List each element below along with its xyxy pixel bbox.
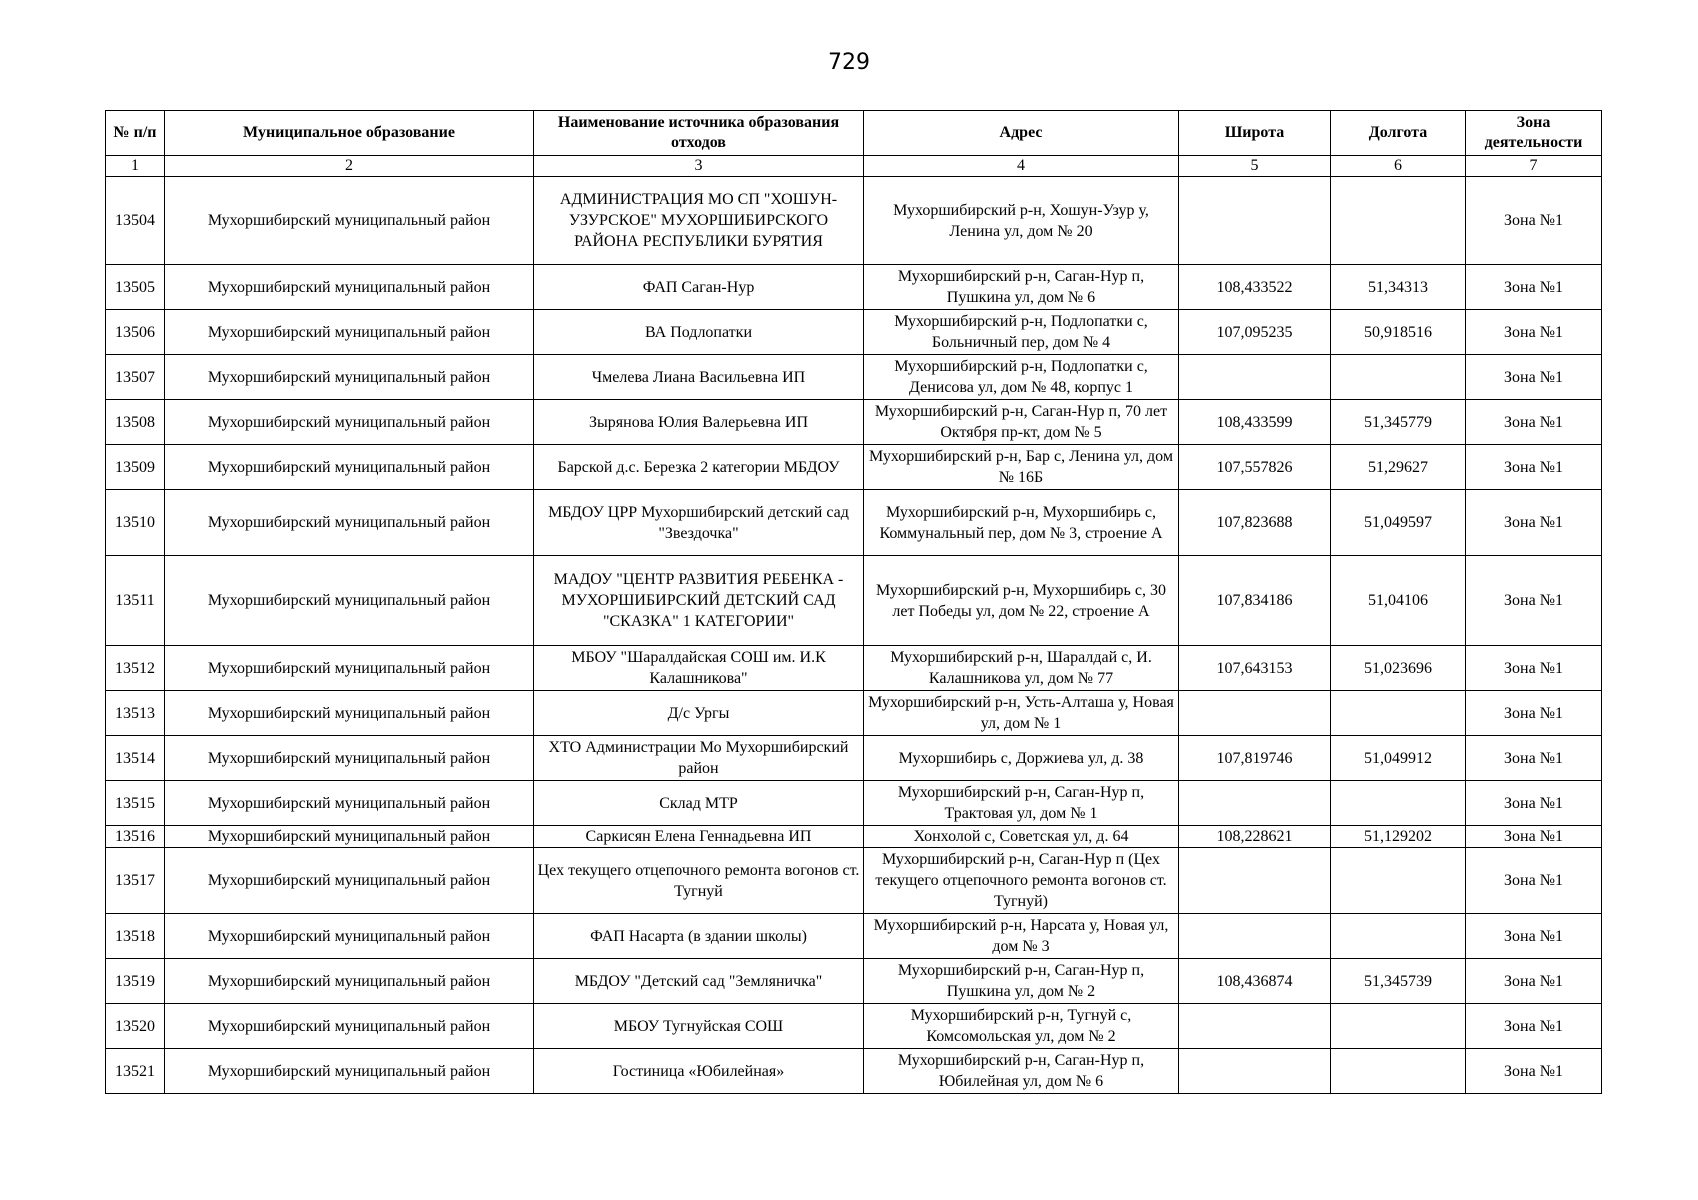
municipality-cell: Мухоршибирский муниципальный район [165, 265, 534, 310]
municipality-cell: Мухоршибирский муниципальный район [165, 177, 534, 265]
table-header-row [106, 111, 1602, 156]
zone-cell: Зона №1 [1466, 848, 1602, 914]
zone-cell: Зона №1 [1466, 310, 1602, 355]
municipality-cell: Мухоршибирский муниципальный район [165, 1004, 534, 1049]
latitude-cell: 107,557826 [1179, 445, 1331, 490]
header-cell: Наименование источника образования отходов [534, 111, 864, 156]
municipality-cell: Мухоршибирский муниципальный район [165, 556, 534, 646]
source-cell: Цех текущего отцепочного ремонта вогонов ст. Тугнуй [534, 848, 864, 914]
header-cell: Муниципальное образование [165, 111, 534, 156]
address-cell: Мухоршибирский р-н, Усть-Алташа у, Новая ул, дом № 1 [864, 691, 1179, 736]
row-number: 13509 [106, 445, 165, 490]
municipality-cell: Мухоршибирский муниципальный район [165, 310, 534, 355]
latitude-cell: 107,819746 [1179, 736, 1331, 781]
header-cell: Широта [1179, 111, 1331, 156]
latitude-cell: 107,643153 [1179, 646, 1331, 691]
zone-cell: Зона №1 [1466, 177, 1602, 265]
table-row [106, 310, 1602, 355]
source-cell: Гостиница «Юбилейная» [534, 1049, 864, 1094]
source-cell: Барской д.с. Березка 2 категории МБДОУ [534, 445, 864, 490]
column-number: 3 [534, 156, 864, 177]
latitude-cell: 107,834186 [1179, 556, 1331, 646]
table-row [106, 781, 1602, 826]
longitude-cell: 51,29627 [1331, 445, 1466, 490]
address-cell: Мухоршибирский р-н, Саган-Нур п (Цех текущего отцепочного ремонта вогонов ст. Тугнуй) [864, 848, 1179, 914]
table-row [106, 355, 1602, 400]
latitude-cell: 108,228621 [1179, 826, 1331, 848]
table-row [106, 959, 1602, 1004]
source-cell: Склад МТР [534, 781, 864, 826]
latitude-cell [1179, 1049, 1331, 1094]
table-row [106, 914, 1602, 959]
source-cell: МАДОУ "ЦЕНТР РАЗВИТИЯ РЕБЕНКА - МУХОРШИБИРСКИЙ ДЕТСКИЙ САД "СКАЗКА" 1 КАТЕГОРИИ" [534, 556, 864, 646]
longitude-cell [1331, 355, 1466, 400]
latitude-cell: 107,823688 [1179, 490, 1331, 556]
row-number: 13517 [106, 848, 165, 914]
column-number: 5 [1179, 156, 1331, 177]
longitude-cell: 51,023696 [1331, 646, 1466, 691]
row-number: 13511 [106, 556, 165, 646]
zone-cell: Зона №1 [1466, 646, 1602, 691]
longitude-cell: 51,049912 [1331, 736, 1466, 781]
row-number: 13518 [106, 914, 165, 959]
source-cell: МБДОУ "Детский сад "Земляничка" [534, 959, 864, 1004]
zone-cell: Зона №1 [1466, 1004, 1602, 1049]
source-cell: ФАП Насарта (в здании школы) [534, 914, 864, 959]
municipality-cell: Мухоршибирский муниципальный район [165, 914, 534, 959]
row-number: 13521 [106, 1049, 165, 1094]
row-number: 13515 [106, 781, 165, 826]
longitude-cell [1331, 1004, 1466, 1049]
column-number: 2 [165, 156, 534, 177]
row-number: 13520 [106, 1004, 165, 1049]
source-cell: ФАП Саган-Нур [534, 265, 864, 310]
latitude-cell [1179, 1004, 1331, 1049]
longitude-cell [1331, 1049, 1466, 1094]
header-cell: Адрес [864, 111, 1179, 156]
address-cell: Мухоршибирь с, Доржиева ул, д. 38 [864, 736, 1179, 781]
address-cell: Мухоршибирский р-н, Хошун-Узур у, Ленина ул, дом № 20 [864, 177, 1179, 265]
row-number: 13512 [106, 646, 165, 691]
address-cell: Мухоршибирский р-н, Нарсата у, Новая ул, дом № 3 [864, 914, 1179, 959]
address-cell: Мухоршибирский р-н, Саган-Нур п, 70 лет Октября пр-кт, дом № 5 [864, 400, 1179, 445]
latitude-cell [1179, 355, 1331, 400]
source-cell: АДМИНИСТРАЦИЯ МО СП "ХОШУН-УЗУРСКОЕ" МУХОРШИБИРСКОГО РАЙОНА РЕСПУБЛИКИ БУРЯТИЯ [534, 177, 864, 265]
waste-source-table [105, 110, 1602, 1094]
zone-cell: Зона №1 [1466, 355, 1602, 400]
longitude-cell [1331, 177, 1466, 265]
address-cell: Мухоршибирский р-н, Саган-Нур п, Пушкина ул, дом № 2 [864, 959, 1179, 1004]
table-row [106, 445, 1602, 490]
address-cell: Мухоршибирский р-н, Мухоршибирь с, 30 лет Победы ул, дом № 22, строение А [864, 556, 1179, 646]
address-cell: Мухоршибирский р-н, Саган-Нур п, Юбилейная ул, дом № 6 [864, 1049, 1179, 1094]
address-cell: Мухоршибирский р-н, Саган-Нур п, Трактовая ул, дом № 1 [864, 781, 1179, 826]
zone-cell: Зона №1 [1466, 691, 1602, 736]
table-row [106, 646, 1602, 691]
zone-cell: Зона №1 [1466, 400, 1602, 445]
municipality-cell: Мухоршибирский муниципальный район [165, 826, 534, 848]
municipality-cell: Мухоршибирский муниципальный район [165, 400, 534, 445]
latitude-cell [1179, 691, 1331, 736]
source-cell: Чмелева Лиана Васильевна ИП [534, 355, 864, 400]
municipality-cell: Мухоршибирский муниципальный район [165, 1049, 534, 1094]
longitude-cell: 51,34313 [1331, 265, 1466, 310]
latitude-cell: 107,095235 [1179, 310, 1331, 355]
zone-cell: Зона №1 [1466, 556, 1602, 646]
table-row [106, 848, 1602, 914]
zone-cell: Зона №1 [1466, 1049, 1602, 1094]
source-cell: МБОУ "Шаралдайская СОШ им. И.К Калашникова" [534, 646, 864, 691]
table-row [106, 1049, 1602, 1094]
longitude-cell: 50,918516 [1331, 310, 1466, 355]
source-cell: МБДОУ ЦРР Мухоршибирский детский сад "Звездочка" [534, 490, 864, 556]
latitude-cell: 108,433522 [1179, 265, 1331, 310]
source-cell: ВА Подлопатки [534, 310, 864, 355]
municipality-cell: Мухоршибирский муниципальный район [165, 490, 534, 556]
row-number: 13506 [106, 310, 165, 355]
latitude-cell: 108,436874 [1179, 959, 1331, 1004]
address-cell: Хонхолой с, Советская ул, д. 64 [864, 826, 1179, 848]
address-cell: Мухоршибирский р-н, Подлопатки с, Денисова ул, дом № 48, корпус 1 [864, 355, 1179, 400]
row-number: 13508 [106, 400, 165, 445]
row-number: 13507 [106, 355, 165, 400]
longitude-cell: 51,345779 [1331, 400, 1466, 445]
latitude-cell [1179, 177, 1331, 265]
row-number: 13519 [106, 959, 165, 1004]
source-cell: Д/с Ургы [534, 691, 864, 736]
zone-cell: Зона №1 [1466, 959, 1602, 1004]
zone-cell: Зона №1 [1466, 781, 1602, 826]
table-row [106, 265, 1602, 310]
address-cell: Мухоршибирский р-н, Мухоршибирь с, Коммунальный пер, дом № 3, строение А [864, 490, 1179, 556]
table-row [106, 826, 1602, 848]
column-number: 1 [106, 156, 165, 177]
table-row [106, 1004, 1602, 1049]
row-number: 13513 [106, 691, 165, 736]
longitude-cell: 51,345739 [1331, 959, 1466, 1004]
municipality-cell: Мухоршибирский муниципальный район [165, 781, 534, 826]
header-cell: № п/п [106, 111, 165, 156]
address-cell: Мухоршибирский р-н, Бар с, Ленина ул, дом № 16Б [864, 445, 1179, 490]
longitude-cell [1331, 914, 1466, 959]
header-cell: Зона деятельности [1466, 111, 1602, 156]
address-cell: Мухоршибирский р-н, Тугнуй с, Комсомольская ул, дом № 2 [864, 1004, 1179, 1049]
source-cell: МБОУ Тугнуйская СОШ [534, 1004, 864, 1049]
zone-cell: Зона №1 [1466, 736, 1602, 781]
address-cell: Мухоршибирский р-н, Подлопатки с, Больничный пер, дом № 4 [864, 310, 1179, 355]
row-number: 13510 [106, 490, 165, 556]
zone-cell: Зона №1 [1466, 490, 1602, 556]
source-cell: ХТО Администрации Мо Мухоршибирский район [534, 736, 864, 781]
column-number: 6 [1331, 156, 1466, 177]
municipality-cell: Мухоршибирский муниципальный район [165, 959, 534, 1004]
municipality-cell: Мухоршибирский муниципальный район [165, 445, 534, 490]
table-row [106, 556, 1602, 646]
latitude-cell [1179, 781, 1331, 826]
longitude-cell: 51,049597 [1331, 490, 1466, 556]
latitude-cell [1179, 848, 1331, 914]
table-row [106, 691, 1602, 736]
latitude-cell [1179, 914, 1331, 959]
municipality-cell: Мухоршибирский муниципальный район [165, 646, 534, 691]
row-number: 13505 [106, 265, 165, 310]
address-cell: Мухоршибирский р-н, Шаралдай с, И. Калашникова ул, дом № 77 [864, 646, 1179, 691]
longitude-cell [1331, 848, 1466, 914]
municipality-cell: Мухоршибирский муниципальный район [165, 691, 534, 736]
longitude-cell [1331, 781, 1466, 826]
table-row [106, 490, 1602, 556]
zone-cell: Зона №1 [1466, 826, 1602, 848]
table-row [106, 400, 1602, 445]
municipality-cell: Мухоршибирский муниципальный район [165, 355, 534, 400]
zone-cell: Зона №1 [1466, 445, 1602, 490]
latitude-cell: 108,433599 [1179, 400, 1331, 445]
address-cell: Мухоршибирский р-н, Саган-Нур п, Пушкина ул, дом № 6 [864, 265, 1179, 310]
header-cell: Долгота [1331, 111, 1466, 156]
longitude-cell: 51,129202 [1331, 826, 1466, 848]
longitude-cell [1331, 691, 1466, 736]
municipality-cell: Мухоршибирский муниципальный район [165, 848, 534, 914]
source-cell: Зырянова Юлия Валерьевна ИП [534, 400, 864, 445]
zone-cell: Зона №1 [1466, 265, 1602, 310]
zone-cell: Зона №1 [1466, 914, 1602, 959]
column-number: 4 [864, 156, 1179, 177]
source-cell: Саркисян Елена Геннадьевна ИП [534, 826, 864, 848]
municipality-cell: Мухоршибирский муниципальный район [165, 736, 534, 781]
longitude-cell: 51,04106 [1331, 556, 1466, 646]
column-number-row [106, 156, 1602, 177]
page-number: 729 [828, 50, 870, 75]
column-number: 7 [1466, 156, 1602, 177]
row-number: 13514 [106, 736, 165, 781]
table-row [106, 736, 1602, 781]
table-row [106, 177, 1602, 265]
row-number: 13516 [106, 826, 165, 848]
row-number: 13504 [106, 177, 165, 265]
